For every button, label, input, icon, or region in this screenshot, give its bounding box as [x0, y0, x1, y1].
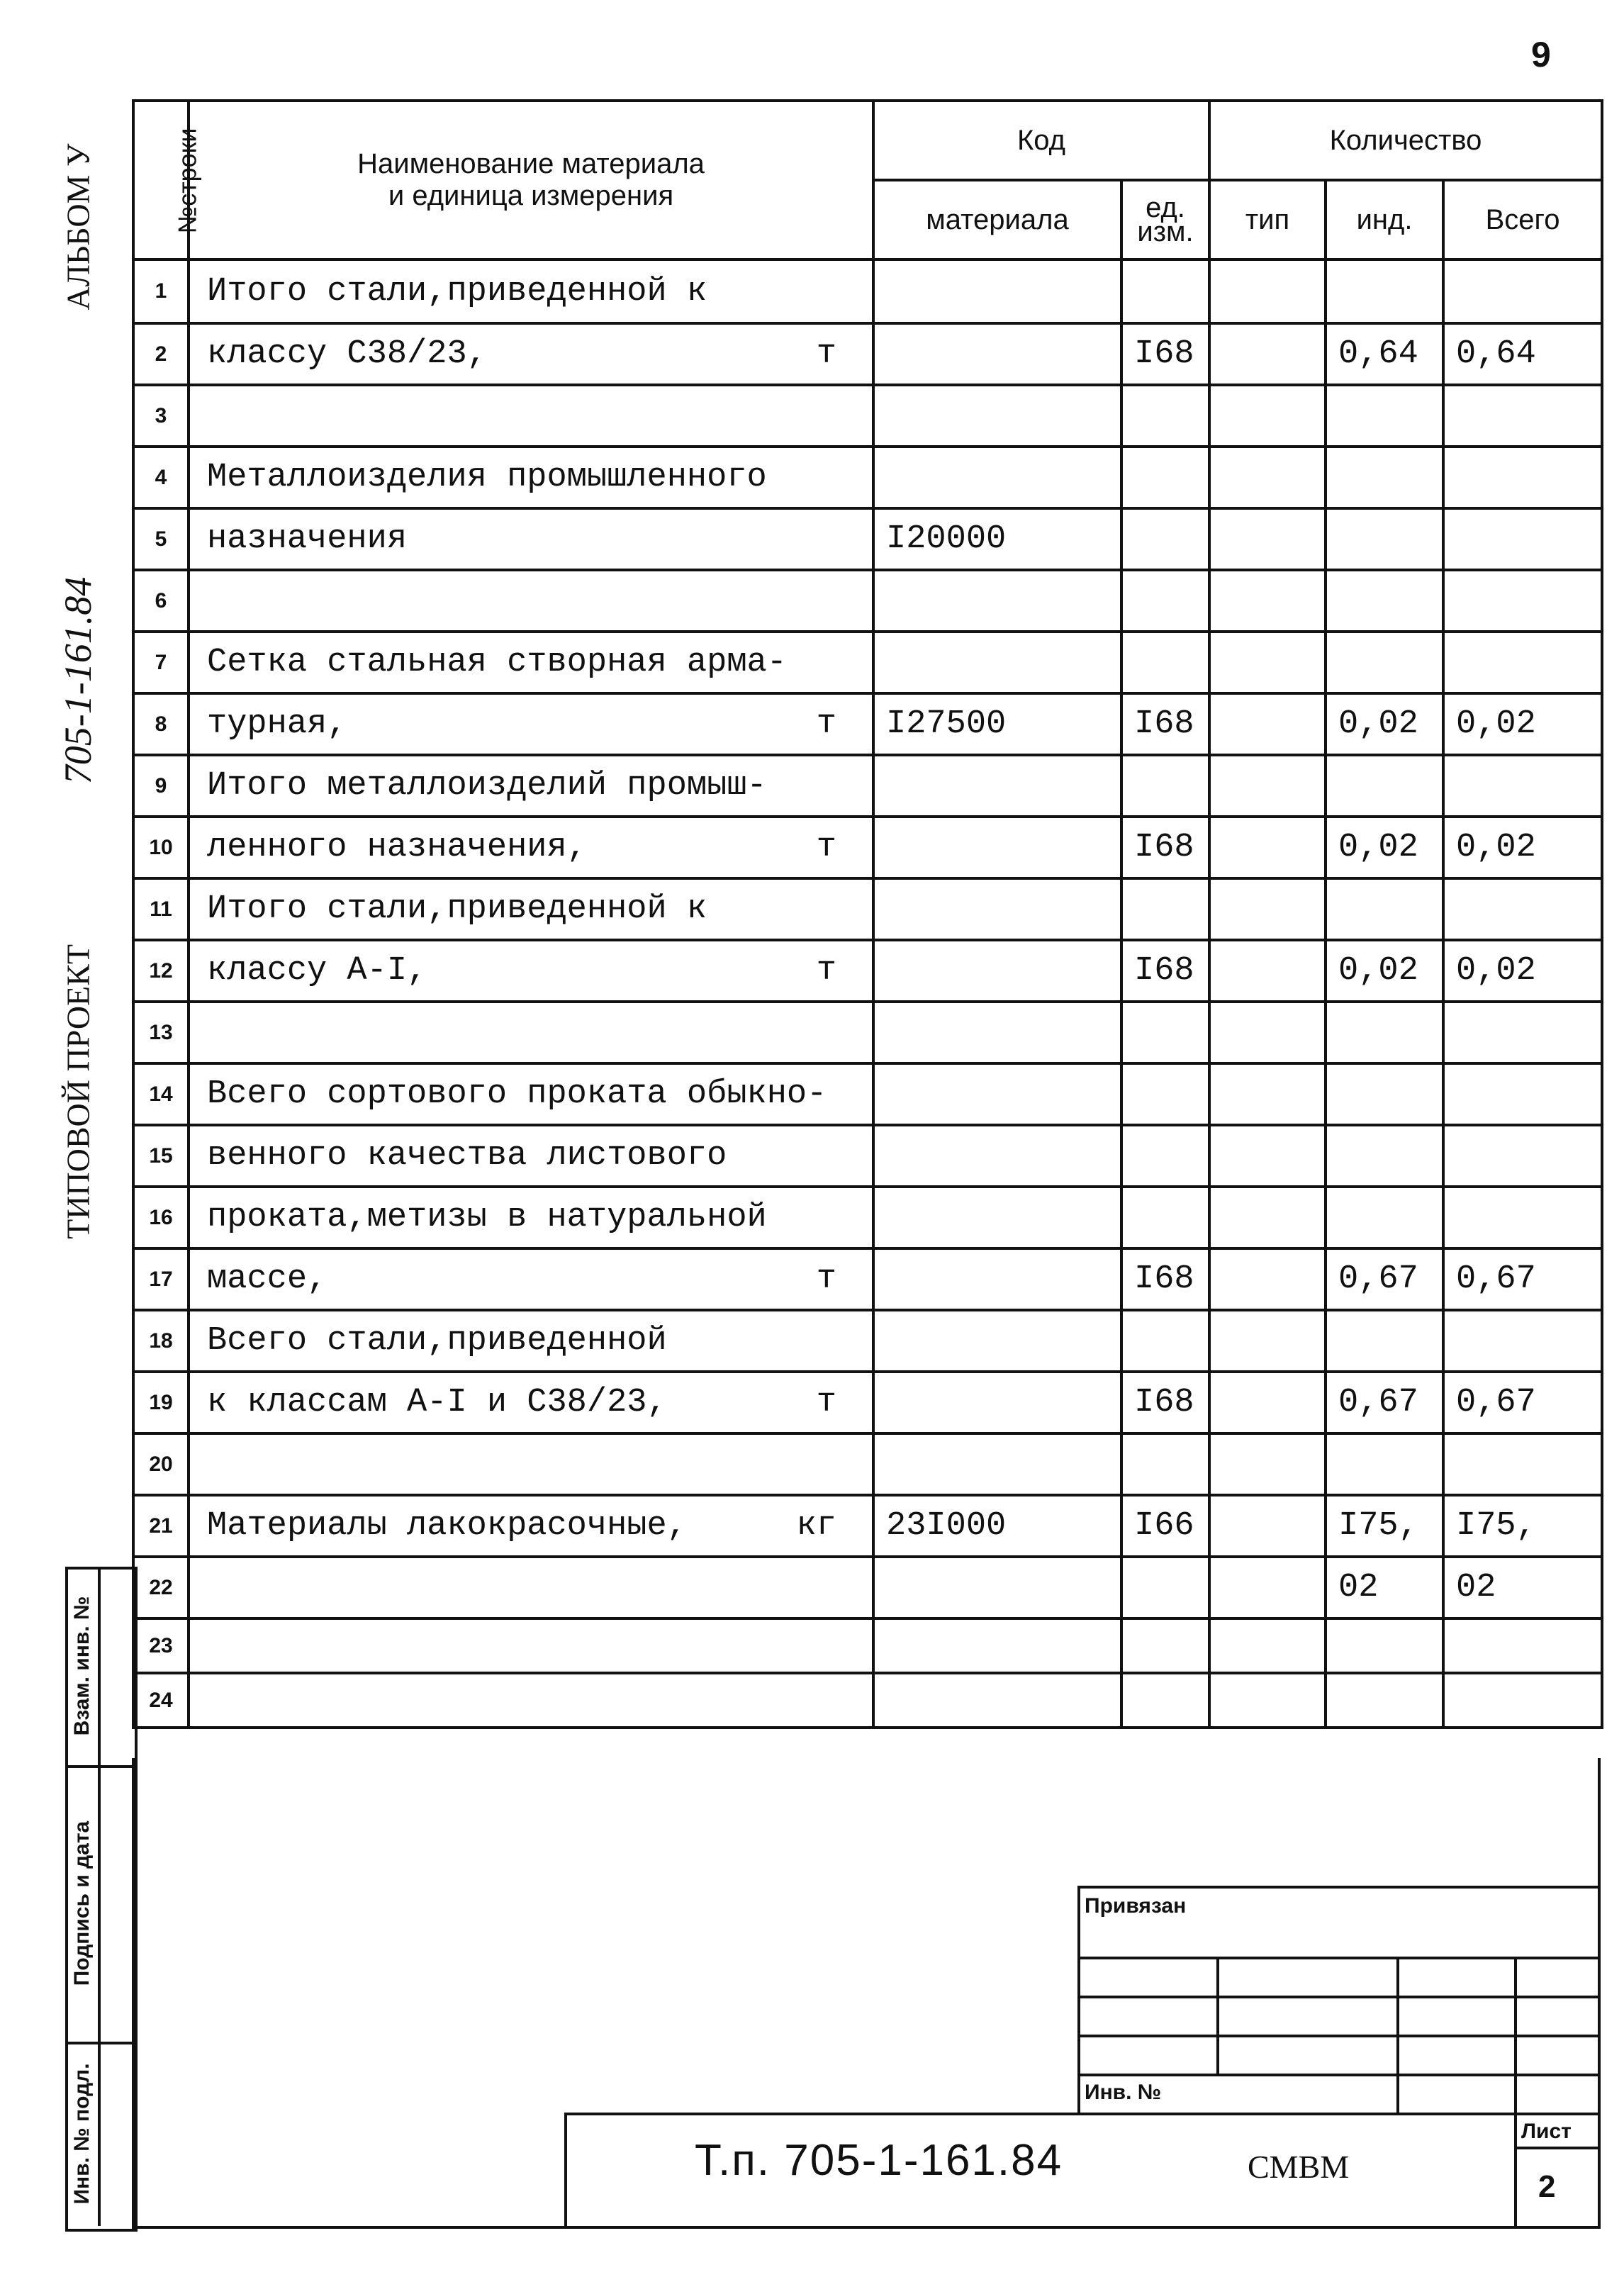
row-number: 19	[133, 1372, 189, 1433]
material-name: турная,	[207, 705, 347, 743]
row-number: 11	[133, 878, 189, 940]
stamp-line	[1077, 1957, 1601, 1959]
doc-mark: СМВМ	[1248, 2149, 1350, 2185]
qty-ind	[1326, 1310, 1443, 1372]
material-name-cell	[189, 1433, 873, 1495]
unit-code: I68	[1121, 817, 1209, 878]
header-qty-total: Всего	[1443, 180, 1602, 259]
material-unit: т	[816, 952, 836, 990]
table-row	[133, 817, 1602, 878]
qty-type	[1209, 570, 1326, 632]
row-number: 5	[133, 508, 189, 570]
qty-ind: 02	[1326, 1557, 1443, 1618]
unit-code	[1121, 447, 1209, 508]
qty-total: 0,67	[1443, 1372, 1602, 1433]
material-name-cell	[189, 508, 873, 570]
material-name: классу А-I,	[207, 952, 427, 990]
material-name: классу С38/23,	[207, 335, 487, 373]
qty-total	[1443, 1618, 1602, 1673]
material-name: Всего стали,приведенной	[207, 1322, 667, 1360]
material-code	[873, 1557, 1121, 1618]
qty-ind	[1326, 878, 1443, 940]
row-number: 16	[133, 1187, 189, 1248]
qty-total: 0,02	[1443, 693, 1602, 755]
material-name-cell	[189, 1310, 873, 1372]
unit-code	[1121, 259, 1209, 323]
table-row	[133, 1310, 1602, 1372]
qty-ind	[1326, 259, 1443, 323]
material-name: назначения	[207, 520, 408, 558]
material-name: Металлоизделия промышленного	[207, 459, 767, 496]
side-inv-podl: Инв. № подл.	[70, 2063, 94, 2205]
material-code	[873, 1063, 1121, 1125]
material-code	[873, 1433, 1121, 1495]
material-unit: т	[816, 1260, 836, 1298]
qty-ind	[1326, 1187, 1443, 1248]
qty-type	[1209, 878, 1326, 940]
unit-code	[1121, 1002, 1209, 1063]
header-unit: ед. изм.	[1121, 180, 1209, 259]
project-code-label: 705-1-161.84	[57, 576, 99, 785]
material-name-cell	[189, 447, 873, 508]
qty-type	[1209, 259, 1326, 323]
qty-type	[1209, 1673, 1326, 1728]
header-name-line1: Наименование материала	[357, 148, 705, 179]
frame-bottom	[132, 2226, 1601, 2229]
row-number: 18	[133, 1310, 189, 1372]
qty-type	[1209, 940, 1326, 1002]
stamp-line	[1396, 1957, 1399, 2113]
qty-type	[1209, 1248, 1326, 1310]
project-type-label: ТИПОВОЙ ПРОЕКТ	[60, 944, 96, 1239]
material-code: I27500	[873, 693, 1121, 755]
sheet-number: 2	[1538, 2169, 1556, 2204]
material-code	[873, 385, 1121, 447]
material-code	[873, 1310, 1121, 1372]
unit-code: I68	[1121, 323, 1209, 385]
frame-right	[1598, 1758, 1601, 2226]
table-row	[133, 1248, 1602, 1310]
qty-type	[1209, 1557, 1326, 1618]
qty-total: 0,67	[1443, 1248, 1602, 1310]
qty-total	[1443, 878, 1602, 940]
row-number: 9	[133, 755, 189, 817]
material-code: I20000	[873, 508, 1121, 570]
material-name-cell	[189, 1372, 873, 1433]
material-name: массе,	[207, 1260, 327, 1298]
title-block-divider	[1514, 2147, 1601, 2149]
unit-code: I68	[1121, 940, 1209, 1002]
table-row	[133, 259, 1602, 323]
table-row	[133, 1433, 1602, 1495]
privyazan-label: Привязан	[1085, 1894, 1187, 1918]
qty-ind	[1326, 1433, 1443, 1495]
stamp-line	[1077, 1886, 1080, 2113]
qty-type	[1209, 323, 1326, 385]
material-code	[873, 323, 1121, 385]
header-quantity: Количество	[1209, 101, 1602, 180]
material-name-cell	[189, 1673, 873, 1728]
qty-total	[1443, 259, 1602, 323]
qty-type	[1209, 755, 1326, 817]
qty-total	[1443, 508, 1602, 570]
unit-code: I68	[1121, 1248, 1209, 1310]
material-name-cell	[189, 1125, 873, 1187]
header-code-material: материала	[873, 180, 1121, 259]
row-number: 1	[133, 259, 189, 323]
header-code: Код	[873, 101, 1209, 180]
table-row	[133, 940, 1602, 1002]
header-name-line2: и единица измерения	[388, 180, 674, 211]
qty-ind	[1326, 1618, 1443, 1673]
unit-code	[1121, 1557, 1209, 1618]
row-number: 4	[133, 447, 189, 508]
row-number: 10	[133, 817, 189, 878]
row-number: 23	[133, 1618, 189, 1673]
material-name: проката,метизы в натуральной	[207, 1199, 767, 1236]
qty-total: 0,02	[1443, 940, 1602, 1002]
material-code	[873, 259, 1121, 323]
table-row	[133, 570, 1602, 632]
title-block-divider	[1514, 2113, 1517, 2226]
sheet-label: Лист	[1521, 2120, 1572, 2143]
stamp-line	[1216, 1957, 1219, 2074]
header-qty-ind: инд.	[1326, 180, 1443, 259]
material-code	[873, 755, 1121, 817]
row-number: 12	[133, 940, 189, 1002]
table-row	[133, 1495, 1602, 1557]
row-number: 15	[133, 1125, 189, 1187]
row-number: 24	[133, 1673, 189, 1728]
material-name-cell	[189, 878, 873, 940]
material-name-cell	[189, 1187, 873, 1248]
qty-ind	[1326, 1673, 1443, 1728]
side-vzam-inv: Взам. инв. №	[70, 1596, 94, 1736]
table-row	[133, 508, 1602, 570]
stamp-line	[1514, 1957, 1517, 2113]
inv-no-label: Инв. №	[1085, 2081, 1162, 2104]
material-name: Итого металлоизделий промыш-	[207, 767, 767, 805]
qty-ind: 0,64	[1326, 323, 1443, 385]
materials-table	[132, 99, 1603, 1729]
material-name-cell	[189, 1618, 873, 1673]
table-row	[133, 1673, 1602, 1728]
qty-total: 02	[1443, 1557, 1602, 1618]
unit-code	[1121, 1187, 1209, 1248]
qty-type	[1209, 1002, 1326, 1063]
qty-total	[1443, 1433, 1602, 1495]
table-row	[133, 1372, 1602, 1433]
material-name: венного качества листового	[207, 1137, 727, 1175]
qty-ind	[1326, 632, 1443, 693]
row-number: 22	[133, 1557, 189, 1618]
qty-total	[1443, 1125, 1602, 1187]
unit-code: I68	[1121, 693, 1209, 755]
unit-code	[1121, 385, 1209, 447]
qty-total	[1443, 570, 1602, 632]
material-name-cell	[189, 1063, 873, 1125]
table-row	[133, 323, 1602, 385]
table-row	[133, 1557, 1602, 1618]
side-stamp-divider	[98, 1567, 101, 2226]
material-code	[873, 632, 1121, 693]
qty-ind	[1326, 755, 1443, 817]
material-code	[873, 878, 1121, 940]
unit-code	[1121, 632, 1209, 693]
row-number: 7	[133, 632, 189, 693]
page-number: 9	[1531, 35, 1551, 74]
qty-total	[1443, 1187, 1602, 1248]
material-name-cell	[189, 1495, 873, 1557]
material-code	[873, 1673, 1121, 1728]
row-number: 21	[133, 1495, 189, 1557]
table-row	[133, 385, 1602, 447]
stamp-line	[1077, 1886, 1601, 1889]
header-qty-type: тип	[1209, 180, 1326, 259]
row-number: 3	[133, 385, 189, 447]
title-block-left	[564, 2113, 567, 2226]
qty-ind	[1326, 447, 1443, 508]
qty-type	[1209, 1310, 1326, 1372]
header-name	[189, 101, 873, 259]
qty-total	[1443, 755, 1602, 817]
material-code	[873, 1372, 1121, 1433]
qty-ind: 0,02	[1326, 693, 1443, 755]
qty-type	[1209, 1433, 1326, 1495]
stamp-line	[1077, 2035, 1601, 2037]
material-name-cell	[189, 693, 873, 755]
table-row	[133, 632, 1602, 693]
qty-type	[1209, 1063, 1326, 1125]
stamp-line	[1077, 1996, 1601, 1998]
material-code	[873, 1618, 1121, 1673]
material-name: к классам А-I и С38/23,	[207, 1384, 667, 1421]
material-name-cell	[189, 1248, 873, 1310]
qty-ind	[1326, 385, 1443, 447]
unit-code	[1121, 1618, 1209, 1673]
qty-total: 0,02	[1443, 817, 1602, 878]
material-name: Сетка стальная створная арма-	[207, 644, 787, 681]
qty-type	[1209, 817, 1326, 878]
qty-ind: 0,67	[1326, 1372, 1443, 1433]
qty-total	[1443, 1673, 1602, 1728]
table-row	[133, 878, 1602, 940]
material-code	[873, 447, 1121, 508]
qty-ind: 0,02	[1326, 940, 1443, 1002]
material-name-cell	[189, 817, 873, 878]
qty-ind	[1326, 1002, 1443, 1063]
row-number: 6	[133, 570, 189, 632]
material-code	[873, 1248, 1121, 1310]
side-podpis-data: Подпись и дата	[70, 1820, 94, 1986]
table-row	[133, 693, 1602, 755]
qty-type	[1209, 1372, 1326, 1433]
table-row	[133, 755, 1602, 817]
material-unit: т	[816, 335, 836, 373]
unit-code	[1121, 1310, 1209, 1372]
material-code	[873, 817, 1121, 878]
material-code	[873, 1125, 1121, 1187]
material-name-cell	[189, 755, 873, 817]
qty-total: I75,	[1443, 1495, 1602, 1557]
material-name: Итого стали,приведенной к	[207, 890, 707, 928]
unit-code	[1121, 1125, 1209, 1187]
unit-code	[1121, 508, 1209, 570]
qty-total	[1443, 632, 1602, 693]
material-name: Материалы лакокрасочные,	[207, 1507, 687, 1545]
qty-ind	[1326, 1063, 1443, 1125]
qty-total	[1443, 447, 1602, 508]
material-code	[873, 570, 1121, 632]
material-unit: т	[816, 705, 836, 743]
qty-total: 0,64	[1443, 323, 1602, 385]
material-name-cell	[189, 940, 873, 1002]
table-row	[133, 1125, 1602, 1187]
material-name: Всего сортового проката обыкно-	[207, 1075, 827, 1113]
material-name-cell	[189, 323, 873, 385]
material-name-cell	[189, 570, 873, 632]
stamp-line	[1077, 2074, 1601, 2076]
frame-left	[132, 1758, 135, 2226]
material-code	[873, 940, 1121, 1002]
material-code: 23I000	[873, 1495, 1121, 1557]
material-name-cell	[189, 259, 873, 323]
material-code	[873, 1002, 1121, 1063]
row-number: 13	[133, 1002, 189, 1063]
table-row	[133, 1618, 1602, 1673]
qty-type	[1209, 385, 1326, 447]
unit-code	[1121, 1063, 1209, 1125]
material-name-cell	[189, 1557, 873, 1618]
album-label: АЛЬБОМ У	[60, 143, 96, 310]
header-row-no: №строки	[133, 101, 189, 259]
material-unit: кг	[796, 1507, 836, 1545]
qty-ind: 0,02	[1326, 817, 1443, 878]
title-block-top	[564, 2113, 1601, 2115]
qty-ind	[1326, 508, 1443, 570]
material-code	[873, 1187, 1121, 1248]
unit-code	[1121, 570, 1209, 632]
table-row	[133, 447, 1602, 508]
row-number: 8	[133, 693, 189, 755]
material-name-cell	[189, 632, 873, 693]
material-unit: т	[816, 1384, 836, 1421]
qty-type	[1209, 447, 1326, 508]
qty-total	[1443, 385, 1602, 447]
row-number: 2	[133, 323, 189, 385]
qty-type	[1209, 1495, 1326, 1557]
qty-type	[1209, 1618, 1326, 1673]
unit-code: I66	[1121, 1495, 1209, 1557]
qty-type	[1209, 632, 1326, 693]
material-name: ленного назначения,	[207, 829, 587, 866]
doc-code: Т.п. 705-1-161.84	[695, 2136, 1063, 2185]
qty-ind	[1326, 570, 1443, 632]
table-row	[133, 1002, 1602, 1063]
table-row	[133, 1063, 1602, 1125]
unit-code	[1121, 878, 1209, 940]
qty-ind	[1326, 1125, 1443, 1187]
qty-total	[1443, 1063, 1602, 1125]
qty-type	[1209, 1187, 1326, 1248]
row-number: 17	[133, 1248, 189, 1310]
table-row	[133, 1187, 1602, 1248]
unit-code	[1121, 1673, 1209, 1728]
qty-total	[1443, 1310, 1602, 1372]
material-name-cell	[189, 1002, 873, 1063]
row-number: 14	[133, 1063, 189, 1125]
qty-type	[1209, 693, 1326, 755]
material-unit: т	[816, 829, 836, 866]
unit-code	[1121, 1433, 1209, 1495]
material-name: Итого стали,приведенной к	[207, 272, 707, 310]
row-number: 20	[133, 1433, 189, 1495]
qty-type	[1209, 1125, 1326, 1187]
qty-total	[1443, 1002, 1602, 1063]
material-name-cell	[189, 385, 873, 447]
unit-code	[1121, 755, 1209, 817]
unit-code: I68	[1121, 1372, 1209, 1433]
qty-type	[1209, 508, 1326, 570]
qty-ind: 0,67	[1326, 1248, 1443, 1310]
qty-ind: I75,	[1326, 1495, 1443, 1557]
